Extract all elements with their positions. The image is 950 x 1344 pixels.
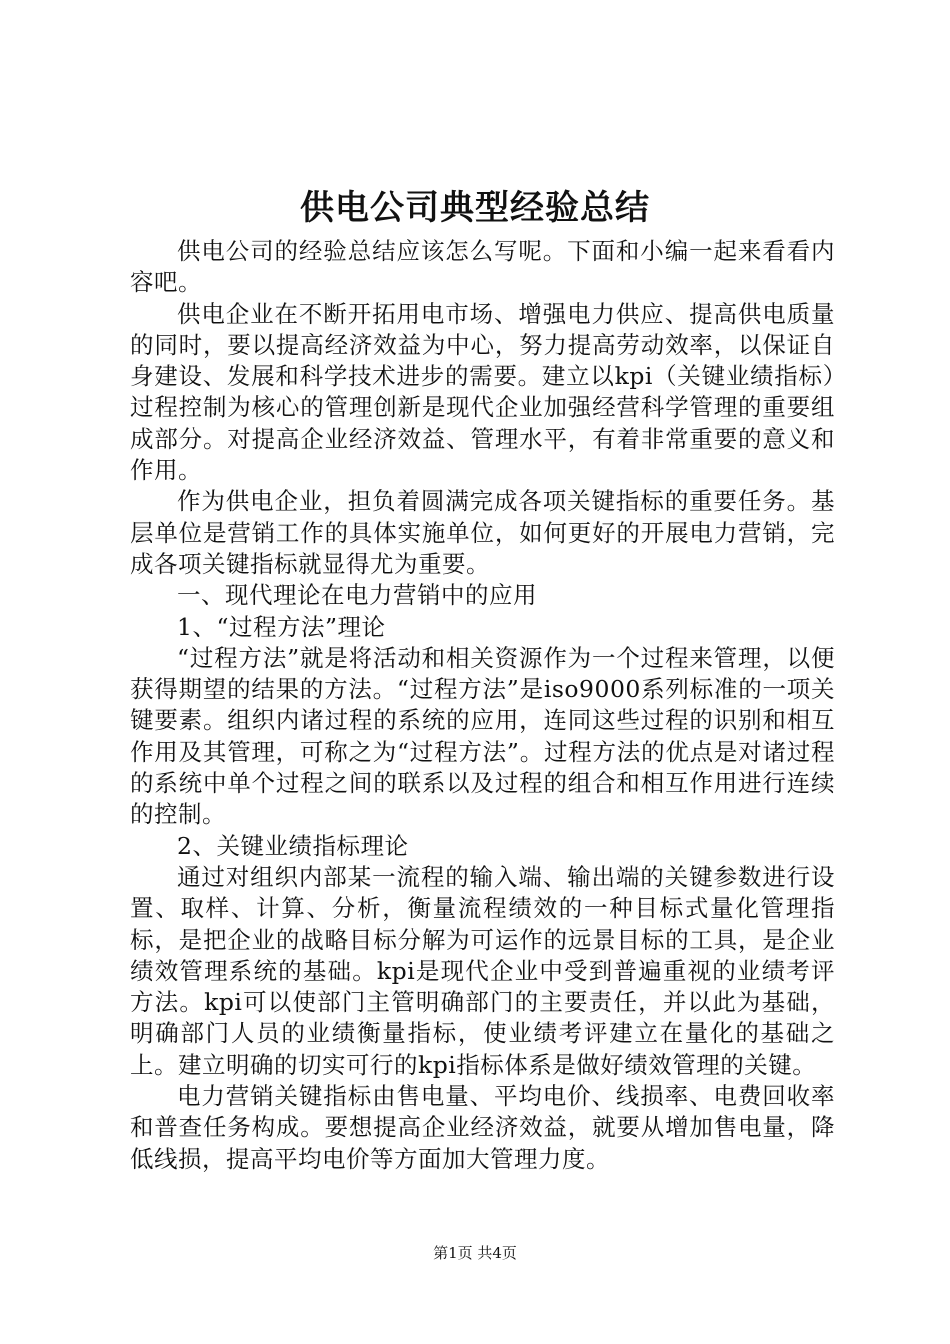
- subsection-heading-process: 1、“过程方法”理论: [177, 612, 386, 641]
- paragraph-process-method: “过程方法”就是将活动和相关资源作为一个过程来管理，以便获得期望的结果的方法。“过程方法”是iso9000系列标准的一项关键要素。组织内诸过程的系统的应用，连同这些过程的识别和相互作用及其管理，可称之为“过程方法”。过程方法的优点是对诸过程的系统中单个过程之间的联系以及过程的组合和相互作用进行连续的控制。: [130, 643, 835, 829]
- paragraph-responsibility: 作为供电企业，担负着圆满完成各项关键指标的重要任务。基层单位是营销工作的具体实施单位，如何更好的开展电力营销，完成各项关键指标就显得尤为重要。: [130, 487, 835, 578]
- page-footer: 第1页 共4页: [433, 1244, 517, 1262]
- subsection-heading-kpi: 2、关键业绩指标理论: [177, 831, 409, 860]
- paragraph-kpi: 通过对组织内部某一流程的输入端、输出端的关键参数进行设置、取样、计算、分析，衡量流程绩效的一种目标式量化管理指标，是把企业的战略目标分解为可运作的远景目标的工具，是企业绩效管理系统的基础。kpi是现代企业中受到普遍重视的业绩考评方法。kpi可以使部门主管明确部门的主要责任，并以此为基础，明确部门人员的业绩衡量指标，使业绩考评建立在量化的基础之上。建立明确的切实可行的kpi指标体系是做好绩效管理的关键。: [130, 862, 835, 1079]
- document-title: 供电公司典型经验总结: [300, 188, 650, 228]
- paragraph-intro: 供电公司的经验总结应该怎么写呢。下面和小编一起来看看内容吧。: [130, 237, 835, 297]
- document-body: [130, 236, 835, 1175]
- paragraph-marketing-indicators: 电力营销关键指标由售电量、平均电价、线损率、电费回收率和普查任务构成。要想提高企业经济效益，就要从增加售电量，降低线损，提高平均电价等方面加大管理力度。: [130, 1082, 835, 1173]
- paragraph-overview: 供电企业在不断开拓用电市场、增强电力供应、提高供电质量的同时，要以提高经济效益为中心，努力提高劳动效率，以保证自身建设、发展和科学技术进步的需要。建立以kpi（关键业绩指标）过程控制为核心的管理创新是现代企业加强经营科学管理的重要组成部分。对提高企业经济效益、管理水平，有着非常重要的意义和作用。: [130, 299, 835, 485]
- section-heading: 一、现代理论在电力营销中的应用: [177, 581, 537, 610]
